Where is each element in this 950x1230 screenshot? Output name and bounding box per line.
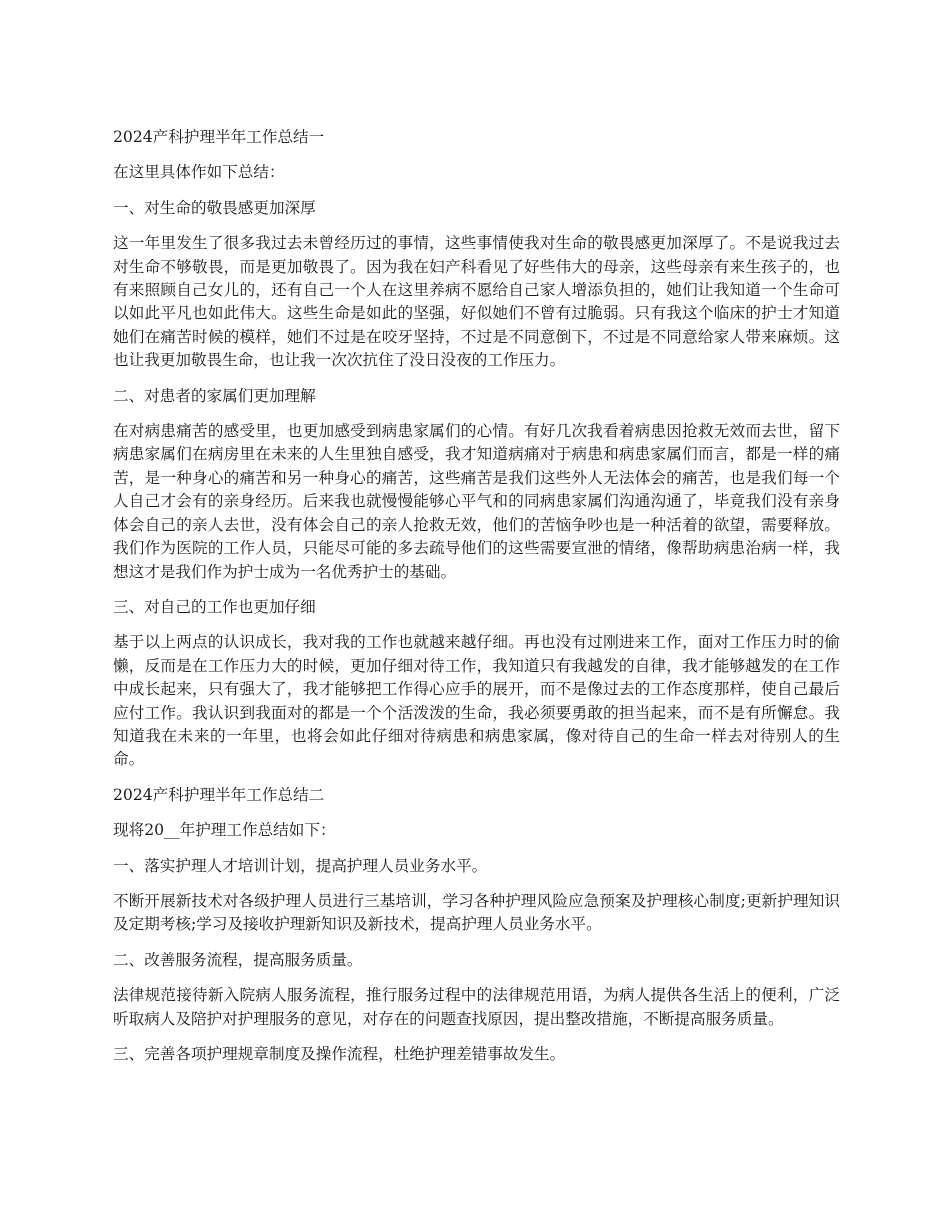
intro-line-1: 在这里具体作如下总结： xyxy=(113,163,285,182)
section-heading-2-1: 一、落实护理人才培训计划，提高护理人员业务水平。 xyxy=(113,856,488,875)
paragraph-1-3: 基于以上两点的认识成长，我对我的工作也就越来越仔细。再也没有过刚进来工作，面对工作压力时的偷懒，反而是在工作压力大的时候，更加仔细对待工作，我知道只有我越发的自律，我才能够越发的在工作中成长起来，只有强大了，我才能够把工作得心应手的展开，而不是像过去的工作态度那样，使自己最后应付工作。我认识到我面对的都是一个个活泼泼的生命，我必须要勇敢的担当起来，而不是有所懈怠。我知道我在未来的一年里，也将会如此仔细对待病患和病患家属，像对待自己的生命一样去对待别人的生命。 xyxy=(113,633,840,769)
section-heading-2-3: 三、完善各项护理规章制度及操作流程，杜绝护理差错事故发生。 xyxy=(113,1045,566,1063)
paragraph-1-1: 这一年里发生了很多我过去未曾经历过的事情，这些事情使我对生命的敬畏感更加深厚了。不是说我过去对生命不够敬畏，而是更加敬畏了。因为我在妇产科看见了好些伟大的母亲，这些母亲有来生孩子的，也有来照顾自己女儿的，还有自己一个人在这里养病不愿给自己家人增添负担的，她们让我知道一个生命可以如此平凡也如此伟大。这些生命是如此的坚强，好似她们不曾有过脆弱。只有我这个临床的护士才知道她们在痛苦时候的模样，她们不过是在咬牙坚持，不过是不同意倒下，不过是不同意给家人带来麻烦。这也让我更加敬畏生命，也让我一次次抗住了没日没夜的工作压力。 xyxy=(113,234,840,370)
document-page xyxy=(113,126,840,1078)
section-heading-1-1: 一、对生命的敬畏感更加深厚 xyxy=(113,198,316,217)
section-heading-1-2: 二、对患者的家属们更加理解 xyxy=(113,386,316,405)
section-heading-1-3: 三、对自己的工作也更加仔细 xyxy=(113,597,316,616)
paragraph-1-2: 在对病患痛苦的感受里，也更加感受到病患家属们的心情。有好几次我看着病患因抢救无效而去世，留下病患家属们在病房里在未来的人生里独自感受，我才知道病痛对于病患和病患家属们而言，都是一样的痛苦，是一种身心的痛苦和另一种身心的痛苦，这些痛苦是我们这些外人无法体会的痛苦，也是我们每一个人自己才会有的亲身经历。后来我也就慢慢能够心平气和的同病患家属们沟通沟通了，毕竟我们没有亲身体会自己的亲人去世，没有体会自己的亲人抢救无效，他们的苦恼争吵也是一种活着的欲望，需要释放。我们作为医院的工作人员，只能尽可能的多去疏导他们的这些需要宣泄的情绪，像帮助病患治病一样，我想这才是我们作为护士成为一名优秀护士的基础。 xyxy=(113,422,840,581)
doc-title-1: 2024产科护理半年工作总结一 xyxy=(113,128,325,146)
paragraph-2-2: 法律规范接待新入院病人服务流程，推行服务过程中的法律规范用语，为病人提供各生活上的便利，广泛听取病人及陪护对护理服务的意见，对存在的问题查找原因，提出整改措施，不断提高服务质量。 xyxy=(113,986,840,1028)
doc-title-2: 2024产科护理半年工作总结二 xyxy=(113,785,325,804)
section-heading-2-2: 二、改善服务流程，提高服务质量。 xyxy=(113,950,363,969)
paragraph-2-1: 不断开展新技术对各级护理人员进行三基培训，学习各种护理风险应急预案及护理核心制度;更新护理知识及定期考核;学习及接收护理新知识及新技术，提高护理人员业务水平。 xyxy=(113,891,840,934)
intro-line-2: 现将20__年护理工作总结如下： xyxy=(113,821,336,840)
